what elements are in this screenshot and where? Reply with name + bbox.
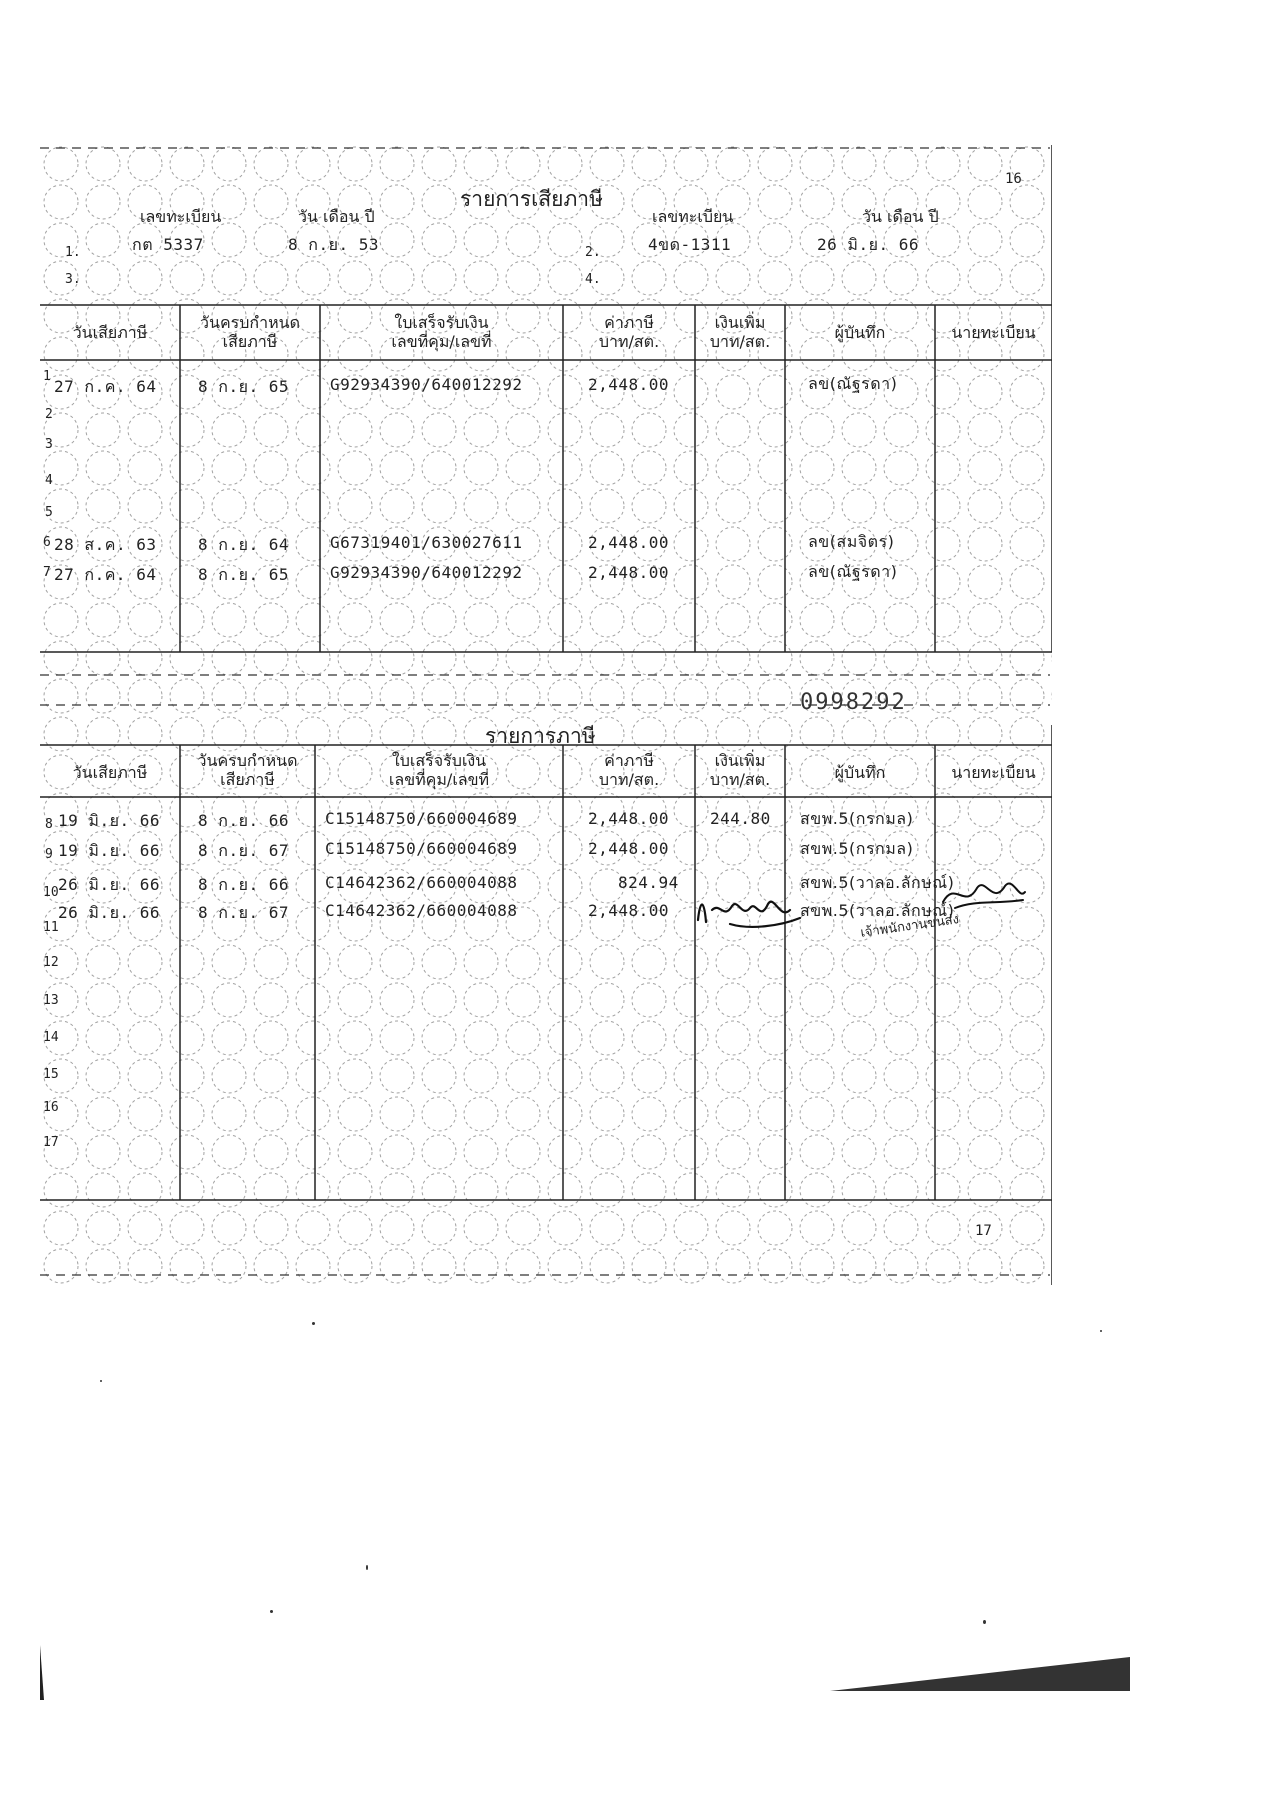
reg-entry-date: 8 ก.ย. 53 — [288, 235, 379, 254]
recorder-cell: สขพ.5(กรกมล) — [800, 809, 914, 828]
col-header-pay-date: วันเสียภาษี — [72, 763, 148, 782]
scan-speck — [312, 1322, 315, 1325]
row-number: 13 — [43, 993, 59, 1008]
extra-cell: 244.80 — [710, 809, 771, 828]
col-header-registrar: นายทะเบียน — [951, 323, 1036, 342]
pay-date-cell: 28 ส.ค. 63 — [54, 535, 157, 554]
col-header-recorder: ผู้บันทึก — [834, 323, 886, 342]
row-number: 7 — [43, 565, 51, 580]
row-number: 3 — [45, 437, 53, 452]
reg-no-label-left: เลขทะเบียน — [140, 207, 222, 226]
receipt-cell: G92934390/640012292 — [330, 375, 523, 394]
due-date-cell: 8 ก.ย. 64 — [198, 535, 289, 554]
recorder-cell: สขพ.5(กรกมล) — [800, 839, 914, 858]
reg-no-label-right: เลขทะเบียน — [652, 207, 734, 226]
col-header-extra: เงินเพิ่ม บาท/สต. — [709, 751, 771, 789]
recorder-cell: ลข(ณัฐรดา) — [808, 374, 898, 393]
tax-record-page — [40, 145, 1052, 1285]
scan-speck — [270, 1610, 273, 1613]
receipt-cell: G92934390/640012292 — [330, 563, 523, 582]
scan-corner-shadow — [830, 1657, 1130, 1691]
row-number: 6 — [43, 535, 51, 550]
scan-speck — [100, 1380, 102, 1382]
due-date-cell: 8 ก.ย. 65 — [198, 377, 289, 396]
pay-date-cell: 27 ก.ค. 64 — [54, 565, 157, 584]
col-header-extra: เงินเพิ่ม บาท/สต. — [709, 313, 771, 351]
recorder-cell: สขพ.5(วาลอ.ลักษณ์) — [800, 873, 955, 892]
due-date-cell: 8 ก.ย. 67 — [198, 841, 289, 860]
due-date-cell: 8 ก.ย. 67 — [198, 903, 289, 922]
recorder-cell: ลข(สมจิตร) — [808, 532, 895, 551]
reg-entry-date: 26 มิ.ย. 66 — [817, 235, 919, 254]
due-date-cell: 8 ก.ย. 66 — [198, 875, 289, 894]
row-number: 8 — [45, 817, 53, 832]
reg-entry-plate: กต 5337 — [132, 235, 204, 254]
col-header-due-date: วันครบกำหนด เสียภาษี — [200, 313, 300, 351]
col-header-receipt: ใบเสร็จรับเงิน เลขที่คุม/เลขที่ — [388, 751, 490, 789]
receipt-cell: C15148750/660004689 — [325, 839, 518, 858]
row-number: 12 — [43, 955, 59, 970]
scan-speck — [983, 1620, 986, 1624]
receipt-cell: C15148750/660004689 — [325, 809, 518, 828]
pay-date-cell: 26 มิ.ย. 66 — [58, 875, 160, 894]
row-number: 10 — [43, 885, 59, 900]
document-serial-stamp: 0998292 — [800, 690, 907, 715]
col-header-tax: ค่าภาษี บาท/สต. — [598, 313, 660, 351]
receipt-cell: C14642362/660004088 — [325, 873, 518, 892]
col-header-receipt: ใบเสร็จรับเงิน เลขที่คุม/เลขที่ — [391, 313, 492, 351]
due-date-cell: 8 ก.ย. 66 — [198, 811, 289, 830]
tax-cell: 2,448.00 — [588, 533, 670, 552]
row-number: 2 — [45, 407, 53, 422]
reg-entry-num: 2. — [585, 245, 601, 260]
row-number: 17 — [43, 1135, 59, 1150]
reg-entry-num: 1. — [65, 245, 81, 260]
tax-cell: 2,448.00 — [588, 901, 670, 920]
tax-payment-section-title: รายการเสียภาษี — [460, 187, 603, 211]
pay-date-cell: 19 มิ.ย. 66 — [58, 811, 160, 830]
tax-cell: 2,448.00 — [588, 809, 670, 828]
tax-cell: 2,448.00 — [588, 839, 670, 858]
row-number: 4 — [45, 473, 53, 488]
row-number: 14 — [43, 1030, 59, 1045]
page-number-top: 16 — [1005, 171, 1022, 187]
date-label-left: วัน เดือน ปี — [298, 207, 375, 226]
row-number: 15 — [43, 1067, 59, 1082]
row-number: 1 — [43, 369, 51, 384]
scan-edge-artifact — [40, 1645, 44, 1700]
recorder-cell: สขพ.5(วาลอ.ลักษณ์) — [800, 901, 955, 920]
handwritten-signature — [690, 880, 810, 935]
receipt-cell: C14642362/660004088 — [325, 901, 518, 920]
tax-cell: 2,448.00 — [588, 563, 670, 582]
due-date-cell: 8 ก.ย. 65 — [198, 565, 289, 584]
pay-date-cell: 26 มิ.ย. 66 — [58, 903, 160, 922]
receipt-cell: G67319401/630027611 — [330, 533, 523, 552]
pay-date-cell: 19 มิ.ย. 66 — [58, 841, 160, 860]
col-header-due-date: วันครบกำหนด เสียภาษี — [197, 751, 298, 789]
page-number-bottom: 17 — [975, 1223, 992, 1239]
col-header-pay-date: วันเสียภาษี — [72, 323, 148, 342]
reg-entry-num: 3. — [65, 272, 81, 287]
tax-cell: 2,448.00 — [588, 375, 670, 394]
row-number: 11 — [43, 920, 59, 935]
tax-list-section-title: รายการภาษี — [485, 724, 596, 748]
col-header-recorder: ผู้บันทึก — [834, 763, 886, 782]
row-number: 9 — [45, 847, 53, 862]
row-number: 5 — [45, 505, 53, 520]
date-label-right: วัน เดือน ปี — [862, 207, 939, 226]
col-header-registrar: นายทะเบียน — [951, 763, 1036, 782]
col-header-tax: ค่าภาษี บาท/สต. — [598, 751, 660, 789]
pay-date-cell: 27 ก.ค. 64 — [54, 377, 157, 396]
row-number: 16 — [43, 1100, 59, 1115]
recorder-cell: ลข(ณัฐรดา) — [808, 562, 898, 581]
scan-speck — [366, 1565, 368, 1570]
reg-entry-plate: 4ขด-1311 — [648, 235, 732, 254]
scan-speck — [1100, 1330, 1102, 1332]
signature-caption: เจ้าพนักงานขนส่ง — [859, 912, 960, 941]
tax-cell: 824.94 — [618, 873, 679, 892]
reg-entry-num: 4. — [585, 272, 601, 287]
